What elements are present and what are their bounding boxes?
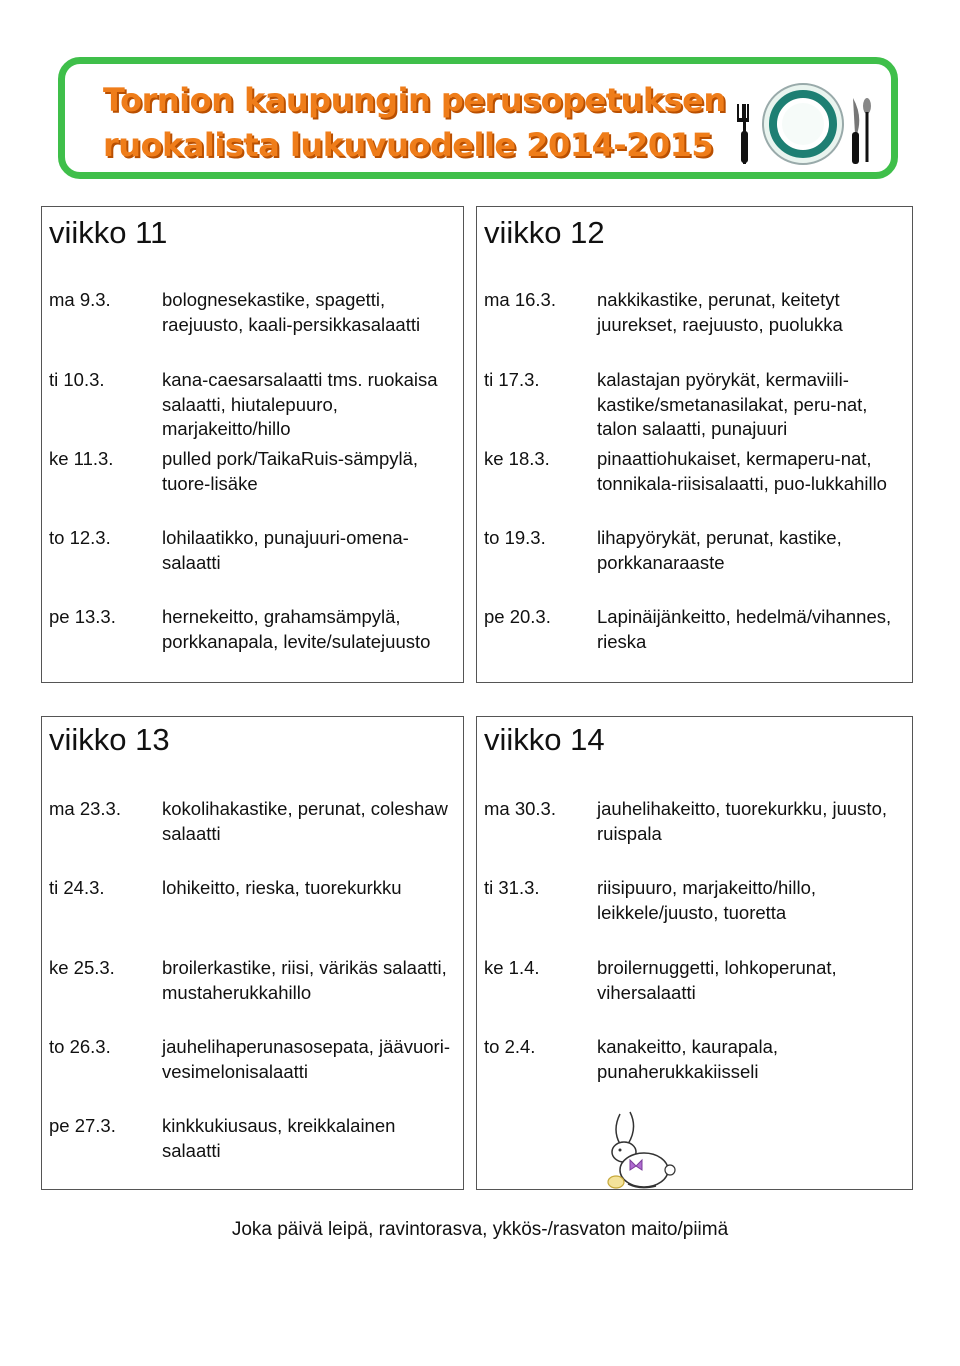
menu-day: ti 10.3. <box>49 369 105 390</box>
menu-day: to 26.3. <box>49 1036 111 1057</box>
week-12-box <box>476 206 913 683</box>
week-13-box <box>41 716 464 1190</box>
menu-meal: kalastajan pyörykät, kermaviili-kastike/smetanasilakat, peru-nat, talon salaatti, punajuuri <box>597 369 868 439</box>
menu-meal: bolognesekastike, spagetti, raejuusto, kaali-persikkasalaatti <box>162 289 421 335</box>
footer-note: Joka päivä leipä, ravintorasva, ykkös-/rasvaton maito/piimä <box>231 1219 729 1240</box>
menu-day: ma 9.3. <box>49 289 111 310</box>
menu-meal: jauhelihakeitto, tuorekurkku, juusto, ruispala <box>597 798 888 844</box>
menu-day: ma 30.3. <box>484 798 556 819</box>
title-line-2: ruokalista lukuvuodelle 2014-2015 <box>103 126 714 164</box>
menu-day: pe 27.3. <box>49 1115 116 1136</box>
menu-meal: kinkkukiusaus, kreikkalainen salaatti <box>162 1115 396 1161</box>
menu-day: to 2.4. <box>484 1036 536 1057</box>
menu-meal: Lapinäijänkeitto, hedelmä/vihannes, rieska <box>597 606 892 652</box>
menu-meal: pulled pork/TaikaRuis-sämpylä, tuore-lisäke <box>162 448 419 494</box>
bunny-icon <box>590 1110 680 1192</box>
week-12-title: viikko 12 <box>484 215 605 250</box>
title-line-1: Tornion kaupungin perusopetuksen <box>103 81 726 119</box>
menu-meal: lohikeitto, rieska, tuorekurkku <box>162 877 402 898</box>
menu-meal: hernekeitto, grahamsämpylä, porkkanapala, levite/sulatejuusto <box>162 606 431 652</box>
menu-meal: kanakeitto, kaurapala, punaherukkakiisseli <box>597 1036 779 1082</box>
week-14-box <box>476 716 913 1190</box>
menu-meal: nakkikastike, perunat, keitetyt juurekset, raejuusto, puolukka <box>597 289 843 335</box>
week-11-box <box>41 206 464 683</box>
menu-day: to 19.3. <box>484 527 546 548</box>
menu-day: to 12.3. <box>49 527 111 548</box>
menu-meal: lihapyörykät, perunat, kastike, porkkanaraaste <box>597 527 842 573</box>
menu-day: ke 18.3. <box>484 448 550 469</box>
page-title <box>103 78 726 168</box>
menu-meal: riisipuuro, marjakeitto/hillo, leikkele/juusto, tuoretta <box>597 877 817 923</box>
menu-day: ti 24.3. <box>49 877 105 898</box>
menu-day: ke 25.3. <box>49 957 115 978</box>
menu-day: ti 17.3. <box>484 369 540 390</box>
menu-meal: broilerkastike, riisi, värikäs salaatti, mustaherukkahillo <box>162 957 447 1003</box>
menu-day: ke 11.3. <box>49 448 114 469</box>
menu-day: ke 1.4. <box>484 957 540 978</box>
menu-day: ti 31.3. <box>484 877 540 898</box>
week-14-title: viikko 14 <box>484 722 605 757</box>
menu-day: pe 20.3. <box>484 606 551 627</box>
menu-meal: broilernuggetti, lohkoperunat, vihersalaatti <box>597 957 837 1003</box>
menu-day: ma 23.3. <box>49 798 121 819</box>
menu-meal: pinaattiohukaiset, kermaperu-nat, tonnikala-riisisalaatti, puo-lukkahillo <box>597 448 887 494</box>
menu-meal: lohilaatikko, punajuuri-omena-salaatti <box>162 527 409 573</box>
menu-meal: kana-caesarsalaatti tms. ruokaisa salaatti, hiutalepuuro, marjakeitto/hillo <box>162 369 438 439</box>
menu-day: ma 16.3. <box>484 289 556 310</box>
title-banner <box>58 57 898 179</box>
week-13-title: viikko 13 <box>49 722 170 757</box>
menu-meal: kokolihakastike, perunat, coleshaw salaatti <box>162 798 448 844</box>
week-11-title: viikko 11 <box>49 215 168 250</box>
menu-day: pe 13.3. <box>49 606 116 627</box>
plate-cutlery-icon <box>737 76 872 166</box>
menu-meal: jauhelihaperunasosepata, jäävuori-vesimelonisalaatti <box>162 1036 450 1082</box>
